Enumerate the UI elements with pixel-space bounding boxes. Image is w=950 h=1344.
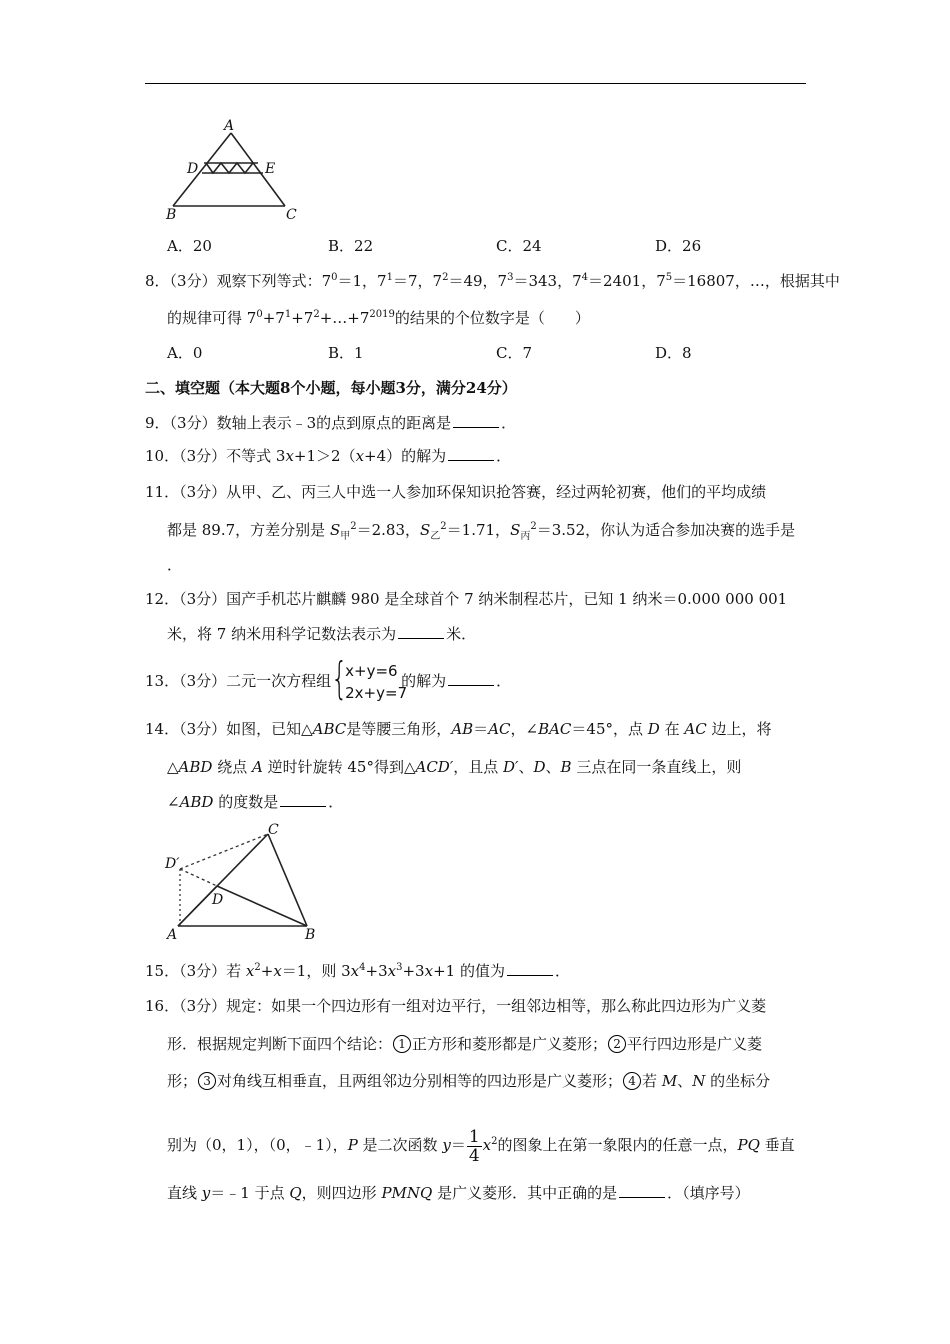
fig1-label-c: C	[286, 207, 297, 222]
q16-line-1: 16．（3分）规定：如果一个四边形有一组对边平行，一组邻边相等，那么称此四边形为广义菱	[145, 997, 767, 1015]
q16-line-2: 形．根据规定判断下面四个结论： 1 正方形和菱形都是广义菱形； 2 平行四边形是广义菱	[167, 1035, 763, 1053]
fig1-label-d: D	[187, 161, 199, 177]
fig1-label-b: B	[166, 207, 177, 222]
q14-line-2: △ABD 绕点 A 逆时针旋转 45°得到△ACD′，且点 D′、D、B 三点在同一条直线上，则	[167, 758, 742, 776]
fig2-label-dprime: D′	[165, 856, 180, 872]
fig2-label-b: B	[305, 927, 316, 943]
q8-option-c: C．7	[496, 344, 533, 362]
fig2-label-c: C	[268, 822, 279, 838]
q8-option-a: A．0	[167, 344, 203, 362]
q8-option-b: B．1	[328, 344, 364, 362]
q14-answer-blank[interactable]	[280, 792, 326, 807]
q8-line-2: 的规律可得 $7^0+7^1+7^2+\dots+7^{2019}$的结果的个位数字是（ ）	[167, 309, 590, 327]
q8-option-d: D．8	[655, 344, 692, 362]
q13: 13．（3分）二元一次方程组 { x+y=6 2x+y=7 的解为 ．	[145, 653, 512, 704]
fraction-one-quarter: $\frac{1}{4}$	[468, 1126, 480, 1166]
q16-answer-blank[interactable]	[619, 1183, 665, 1198]
fig2-label-d: D	[212, 892, 224, 908]
q7-option-b: B．22	[328, 237, 374, 255]
q15-answer-blank[interactable]	[507, 961, 553, 976]
q10: 10．（3分）不等式 3x+1＞2（x+4）的解为 ．	[145, 447, 512, 465]
q12-line-1: 12．（3分）国产手机芯片麒麟 980 是全球首个 7 纳米制程芯片，已知 1 纳米＝0.000 000 001	[145, 590, 788, 608]
figure-rotated-triangle	[160, 818, 330, 946]
q9-answer-blank[interactable]	[453, 413, 499, 428]
fig2-label-a: A	[167, 927, 178, 943]
circled-number-3: 3	[198, 1072, 216, 1090]
header-rule	[145, 83, 806, 84]
q13-answer-blank[interactable]	[448, 671, 494, 686]
q12-answer-blank[interactable]	[398, 624, 444, 639]
fig1-label-e: E	[265, 161, 276, 177]
circled-number-4: 4	[623, 1072, 641, 1090]
figure-triangle-zigzag	[160, 118, 310, 222]
q16-line-5: 直线 y＝﹣1 于点 Q，则四边形 PMNQ 是广义菱形．其中正确的是 ．（填序号）	[167, 1184, 750, 1202]
q11-line-2: 都是 89.7，方差分别是 $S_甲^2=2.83$，$S_乙^2=1.71$，$S_丙^2=3.52$，你认为适合参加决赛的选手是	[167, 521, 796, 542]
circled-number-1: 1	[393, 1035, 411, 1053]
q7-option-c: C．24	[496, 237, 542, 255]
q9: 9．（3分）数轴上表示﹣3的点到原点的距离是 ．	[145, 414, 517, 432]
q11-line-1: 11．（3分）从甲、乙、丙三人中选一人参加环保知识抢答赛，经过两轮初赛，他们的平均成绩	[145, 483, 767, 501]
q16-line-4: 别为（0，1），（0，﹣1），P 是二次函数 y＝ $\frac{1}{4}$ $x^2$的图象上在第一象限内的任意一点，PQ 垂直	[167, 1126, 795, 1166]
q14-line-3: ∠ABD 的度数是 ．	[167, 793, 344, 811]
q7-option-d: D．26	[655, 237, 702, 255]
q12-line-2: 米，将 7 纳米用科学记数法表示为 米．	[167, 625, 477, 643]
q16-line-3: 形； 3 对角线互相垂直，且两组邻边分别相等的四边形是广义菱形； 4 若 M、N 的坐标分	[167, 1072, 771, 1090]
circled-number-2: 2	[608, 1035, 626, 1053]
fig1-label-a: A	[224, 118, 235, 134]
q8-line-1: 8．（3分）观察下列等式：$7^0=1$，$7^1=7$，$7^2=49$，$7^3=343$，$7^4=2401$，$7^5=16807$，…，根据其中	[145, 272, 840, 290]
q7-option-a: A．20	[167, 237, 212, 255]
equation-system: { x+y=6 2x+y=7	[331, 653, 408, 704]
section-2-heading: 二、填空题（本大题8个小题，每小题3分，满分24分）	[145, 379, 517, 397]
q14-line-1: 14．（3分）如图，已知△ABC是等腰三角形，AB＝AC，∠BAC＝45°，点 D 在 AC 边上，将	[145, 720, 772, 738]
q11-line-3: ．	[167, 556, 183, 574]
q10-answer-blank[interactable]	[448, 446, 494, 461]
q15: 15．（3分）若 $x^2+x=1$，则 $3x^4+3x^3+3x+1$ 的值为 ．	[145, 962, 570, 980]
